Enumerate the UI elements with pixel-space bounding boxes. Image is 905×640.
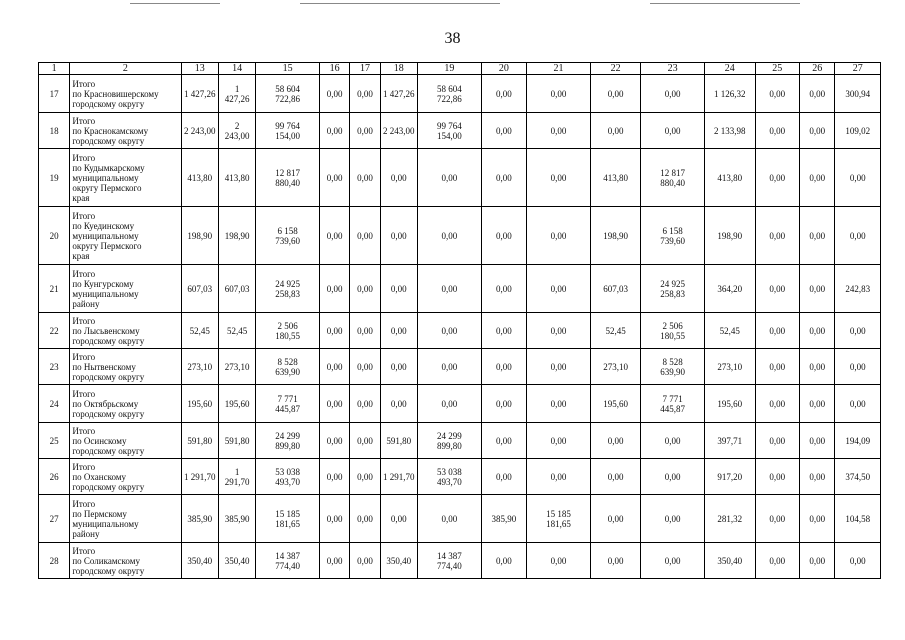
table-row [39,207,881,265]
territory-name-cell: Итого по Соликамскому городскому округу [70,543,181,579]
value-cell: 0,00 [755,349,799,385]
value-cell: 0,00 [527,207,591,265]
column-header: 24 [705,63,756,75]
value-cell: 2 506 180,55 [641,313,705,349]
value-cell: 15 185 181,65 [256,495,320,543]
value-cell: 109,02 [835,113,881,149]
value-cell: 198,90 [590,207,641,265]
top-edge-line [300,3,500,4]
value-cell: 0,00 [417,385,481,423]
column-header: 21 [527,63,591,75]
value-cell: 413,80 [705,149,756,207]
value-cell: 195,60 [181,385,218,423]
value-cell: 0,00 [380,265,417,313]
value-cell: 0,00 [350,543,380,579]
value-cell: 99 764 154,00 [256,113,320,149]
value-cell: 8 528 639,90 [641,349,705,385]
value-cell: 7 771 445,87 [256,385,320,423]
value-cell: 0,00 [527,113,591,149]
value-cell: 0,00 [481,113,526,149]
value-cell: 0,00 [319,459,349,495]
value-cell: 14 387 774,40 [256,543,320,579]
value-cell: 397,71 [705,423,756,459]
value-cell: 198,90 [218,207,255,265]
value-cell: 99 764 154,00 [417,113,481,149]
value-cell: 0,00 [641,423,705,459]
header-row [39,63,881,75]
value-cell: 195,60 [705,385,756,423]
value-cell: 0,00 [800,349,835,385]
value-cell: 0,00 [319,265,349,313]
value-cell: 273,10 [590,349,641,385]
value-cell: 0,00 [350,313,380,349]
value-cell: 24 925 258,83 [256,265,320,313]
value-cell: 374,50 [835,459,881,495]
value-cell: 15 185 181,65 [527,495,591,543]
row-number-cell: 20 [39,207,70,265]
value-cell: 281,32 [705,495,756,543]
table-row [39,543,881,579]
value-cell: 0,00 [527,459,591,495]
value-cell: 58 604 722,86 [417,75,481,113]
value-cell: 0,00 [481,543,526,579]
table-body [39,63,881,579]
top-edge-line [650,3,800,4]
table-row [39,149,881,207]
value-cell: 0,00 [641,495,705,543]
value-cell: 0,00 [800,459,835,495]
value-cell: 0,00 [380,207,417,265]
value-cell: 24 299 899,80 [256,423,320,459]
column-header: 13 [181,63,218,75]
value-cell: 413,80 [590,149,641,207]
value-cell: 0,00 [755,423,799,459]
value-cell: 0,00 [835,543,881,579]
column-header: 18 [380,63,417,75]
table-row [39,75,881,113]
column-header: 17 [350,63,380,75]
value-cell: 12 817 880,40 [641,149,705,207]
table-row [39,113,881,149]
value-cell: 385,90 [181,495,218,543]
value-cell: 0,00 [319,349,349,385]
territory-name-cell: Итого по Лысьвенскому городскому округу [70,313,181,349]
table-row [39,349,881,385]
value-cell: 0,00 [641,75,705,113]
value-cell: 0,00 [755,207,799,265]
value-cell: 0,00 [590,495,641,543]
value-cell: 0,00 [481,349,526,385]
value-cell: 0,00 [835,385,881,423]
value-cell: 0,00 [350,349,380,385]
value-cell: 607,03 [181,265,218,313]
column-header: 27 [835,63,881,75]
value-cell: 591,80 [380,423,417,459]
value-cell: 0,00 [481,265,526,313]
value-cell: 0,00 [380,313,417,349]
territory-name-cell: Итого по Красновишерскому городскому округу [70,75,181,113]
value-cell: 0,00 [800,313,835,349]
value-cell: 1 291,70 [218,459,255,495]
table-row [39,495,881,543]
value-cell: 0,00 [481,207,526,265]
value-cell: 198,90 [705,207,756,265]
row-number-cell: 21 [39,265,70,313]
territory-name-cell: Итого по Кунгурскому муниципальному району [70,265,181,313]
value-cell: 0,00 [800,423,835,459]
column-header: 23 [641,63,705,75]
column-header: 14 [218,63,255,75]
row-number-cell: 28 [39,543,70,579]
value-cell: 300,94 [835,75,881,113]
value-cell: 14 387 774,40 [417,543,481,579]
value-cell: 24 925 258,83 [641,265,705,313]
territory-name-cell: Итого по Пермскому муниципальному району [70,495,181,543]
value-cell: 0,00 [319,313,349,349]
value-cell: 0,00 [641,543,705,579]
value-cell: 0,00 [481,75,526,113]
column-header: 15 [256,63,320,75]
value-cell: 0,00 [350,385,380,423]
value-cell: 0,00 [319,423,349,459]
column-header: 1 [39,63,70,75]
value-cell: 0,00 [481,459,526,495]
value-cell: 0,00 [590,75,641,113]
value-cell: 0,00 [641,113,705,149]
value-cell: 1 291,70 [181,459,218,495]
value-cell: 0,00 [835,349,881,385]
value-cell: 0,00 [590,459,641,495]
value-cell: 0,00 [319,543,349,579]
value-cell: 0,00 [527,265,591,313]
value-cell: 0,00 [380,349,417,385]
column-header: 20 [481,63,526,75]
value-cell: 0,00 [380,149,417,207]
value-cell: 58 604 722,86 [256,75,320,113]
value-cell: 350,40 [218,543,255,579]
value-cell: 0,00 [417,313,481,349]
value-cell: 0,00 [417,349,481,385]
value-cell: 1 291,70 [380,459,417,495]
value-cell: 0,00 [800,385,835,423]
row-number-cell: 17 [39,75,70,113]
value-cell: 6 158 739,60 [256,207,320,265]
value-cell: 0,00 [835,149,881,207]
value-cell: 607,03 [590,265,641,313]
value-cell: 0,00 [527,75,591,113]
value-cell: 0,00 [755,543,799,579]
value-cell: 0,00 [417,265,481,313]
value-cell: 52,45 [705,313,756,349]
table-row [39,313,881,349]
value-cell: 0,00 [800,495,835,543]
value-cell: 385,90 [218,495,255,543]
value-cell: 12 817 880,40 [256,149,320,207]
column-header: 26 [800,63,835,75]
table-row [39,423,881,459]
value-cell: 0,00 [755,75,799,113]
value-cell: 364,20 [705,265,756,313]
value-cell: 350,40 [181,543,218,579]
value-cell: 0,00 [527,543,591,579]
value-cell: 0,00 [350,459,380,495]
value-cell: 385,90 [481,495,526,543]
value-cell: 53 038 493,70 [417,459,481,495]
value-cell: 6 158 739,60 [641,207,705,265]
value-cell: 53 038 493,70 [256,459,320,495]
value-cell: 0,00 [755,113,799,149]
value-cell: 273,10 [705,349,756,385]
column-header: 25 [755,63,799,75]
value-cell: 0,00 [319,113,349,149]
value-cell: 2 243,00 [181,113,218,149]
value-cell: 0,00 [800,543,835,579]
value-cell: 52,45 [218,313,255,349]
value-cell: 350,40 [380,543,417,579]
value-cell: 104,58 [835,495,881,543]
value-cell: 607,03 [218,265,255,313]
value-cell: 0,00 [755,495,799,543]
value-cell: 273,10 [181,349,218,385]
value-cell: 0,00 [800,265,835,313]
table-row [39,385,881,423]
value-cell: 0,00 [350,75,380,113]
territory-name-cell: Итого по Куединскому муниципальному округу Пермского края [70,207,181,265]
territory-name-cell: Итого по Нытвенскому городскому округу [70,349,181,385]
value-cell: 0,00 [481,149,526,207]
value-cell: 198,90 [181,207,218,265]
value-cell: 0,00 [319,149,349,207]
value-cell: 195,60 [590,385,641,423]
value-cell: 0,00 [590,423,641,459]
value-cell: 1 427,26 [181,75,218,113]
value-cell: 413,80 [181,149,218,207]
value-cell: 0,00 [417,149,481,207]
value-cell: 0,00 [755,149,799,207]
column-header: 2 [70,63,181,75]
territory-name-cell: Итого по Октябрьскому городскому округу [70,385,181,423]
value-cell: 0,00 [380,385,417,423]
value-cell: 2 243,00 [380,113,417,149]
territory-name-cell: Итого по Оханскому городскому округу [70,459,181,495]
value-cell: 0,00 [319,385,349,423]
row-number-cell: 22 [39,313,70,349]
value-cell: 1 427,26 [380,75,417,113]
row-number-cell: 19 [39,149,70,207]
value-cell: 2 243,00 [218,113,255,149]
value-cell: 1 427,26 [218,75,255,113]
value-cell: 350,40 [705,543,756,579]
value-cell: 0,00 [800,149,835,207]
value-cell: 0,00 [527,313,591,349]
value-cell: 0,00 [380,495,417,543]
value-cell: 24 299 899,80 [417,423,481,459]
value-cell: 0,00 [527,423,591,459]
value-cell: 52,45 [590,313,641,349]
value-cell: 0,00 [481,423,526,459]
value-cell: 2 133,98 [705,113,756,149]
value-cell: 0,00 [481,313,526,349]
value-cell: 0,00 [800,113,835,149]
value-cell: 0,00 [350,265,380,313]
value-cell: 0,00 [755,265,799,313]
value-cell: 0,00 [835,207,881,265]
value-cell: 1 126,32 [705,75,756,113]
value-cell: 0,00 [350,207,380,265]
row-number-cell: 25 [39,423,70,459]
row-number-cell: 23 [39,349,70,385]
value-cell: 242,83 [835,265,881,313]
value-cell: 0,00 [755,385,799,423]
table-row [39,459,881,495]
value-cell: 0,00 [350,113,380,149]
row-number-cell: 18 [39,113,70,149]
value-cell: 0,00 [417,207,481,265]
value-cell: 2 506 180,55 [256,313,320,349]
row-number-cell: 26 [39,459,70,495]
value-cell: 0,00 [350,495,380,543]
territory-name-cell: Итого по Осинскому городскому округу [70,423,181,459]
value-cell: 0,00 [835,313,881,349]
column-header: 22 [590,63,641,75]
territory-name-cell: Итого по Краснокамскому городскому округу [70,113,181,149]
value-cell: 0,00 [641,459,705,495]
value-cell: 591,80 [218,423,255,459]
value-cell: 0,00 [350,149,380,207]
value-cell: 0,00 [350,423,380,459]
value-cell: 0,00 [527,349,591,385]
value-cell: 0,00 [755,459,799,495]
value-cell: 195,60 [218,385,255,423]
top-edge-line [130,3,220,4]
value-cell: 917,20 [705,459,756,495]
value-cell: 413,80 [218,149,255,207]
value-cell: 0,00 [800,75,835,113]
value-cell: 591,80 [181,423,218,459]
column-header: 16 [319,63,349,75]
value-cell: 0,00 [800,207,835,265]
value-cell: 0,00 [590,113,641,149]
value-cell: 0,00 [319,495,349,543]
row-number-cell: 27 [39,495,70,543]
value-cell: 0,00 [590,543,641,579]
page-number: 38 [444,30,461,47]
value-cell: 0,00 [527,149,591,207]
value-cell: 0,00 [319,75,349,113]
value-cell: 273,10 [218,349,255,385]
data-table [38,62,881,579]
row-number-cell: 24 [39,385,70,423]
value-cell: 194,09 [835,423,881,459]
value-cell: 7 771 445,87 [641,385,705,423]
value-cell: 0,00 [755,313,799,349]
value-cell: 0,00 [319,207,349,265]
value-cell: 0,00 [417,495,481,543]
table-row [39,265,881,313]
value-cell: 0,00 [527,385,591,423]
value-cell: 0,00 [481,385,526,423]
column-header: 19 [417,63,481,75]
territory-name-cell: Итого по Кудымкарскому муниципальному округу Пермского края [70,149,181,207]
value-cell: 52,45 [181,313,218,349]
value-cell: 8 528 639,90 [256,349,320,385]
